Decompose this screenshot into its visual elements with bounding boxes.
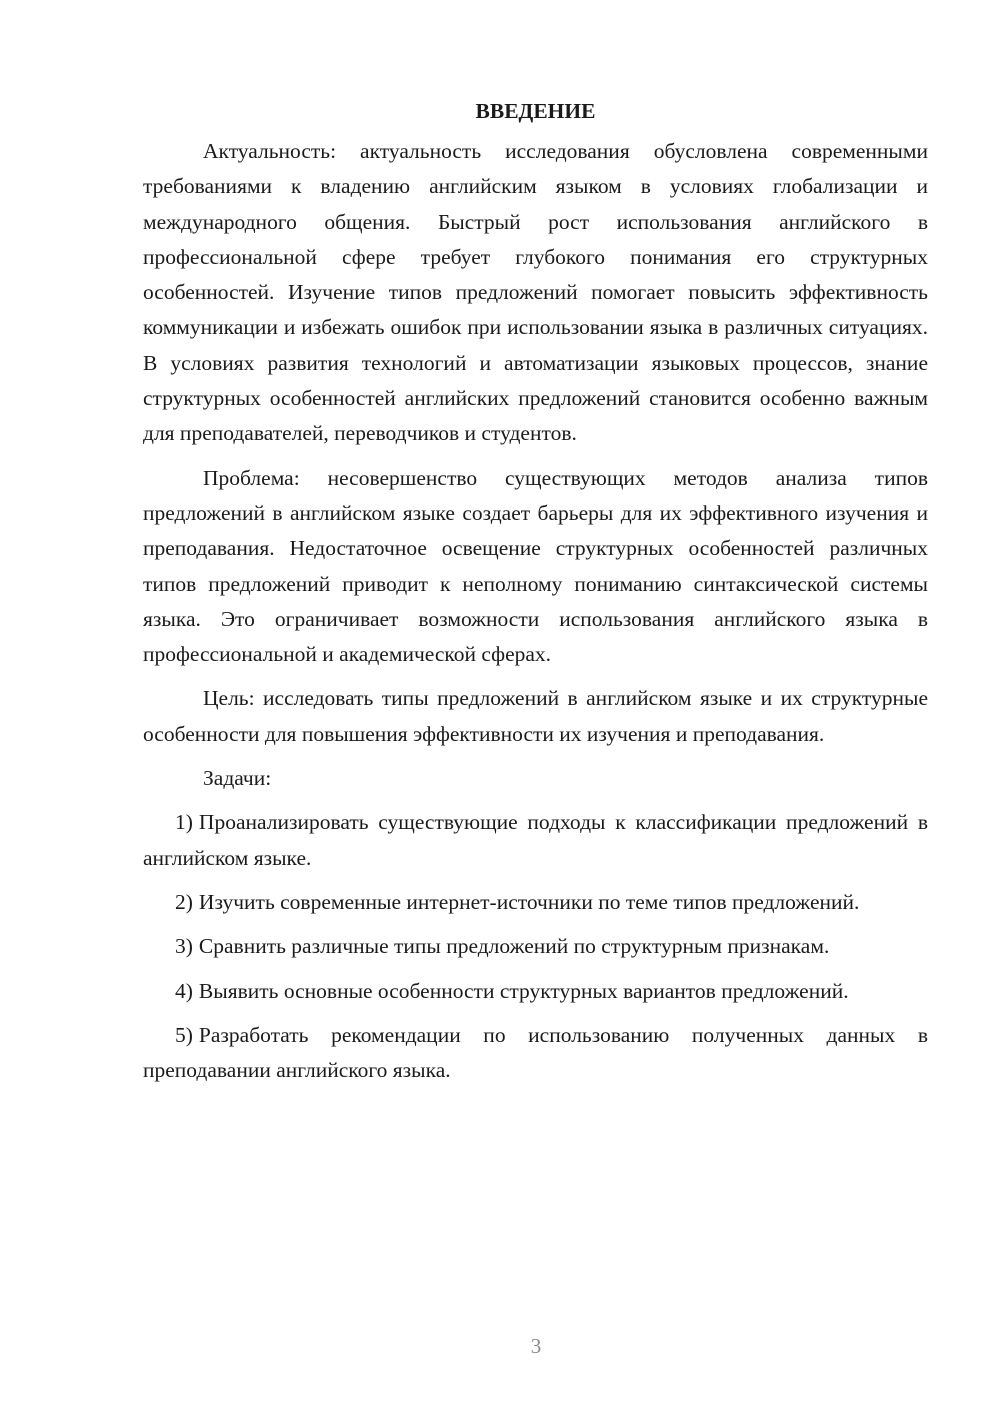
task-item	[143, 974, 928, 1009]
task-item	[143, 1018, 928, 1089]
task-text: Проанализировать существующие подходы к классификации предложений в английском языке.	[143, 810, 928, 870]
document-page	[143, 96, 928, 1097]
task-item	[143, 885, 928, 920]
task-number: 3)	[175, 934, 193, 959]
section-title: ВВЕДЕНИЕ	[475, 99, 596, 123]
task-item	[143, 805, 928, 876]
task-number: 2)	[175, 889, 193, 914]
task-text: Выявить основные особенности структурных вариантов предложений.	[198, 978, 849, 1003]
task-item	[143, 929, 928, 964]
task-text: Сравнить различные типы предложений по структурным признакам.	[198, 934, 830, 959]
task-number: 4)	[175, 978, 193, 1003]
task-text: Разработать рекомендации по использованию полученных данных в преподавании английского языка.	[143, 1022, 928, 1083]
task-number: 5)	[175, 1022, 193, 1047]
paragraph-problem: Проблема: несовершенство существующих методов анализа типов предложений в английском языке создает барьеры для их эффективного изучения и преподавания. Недостаточное освещение структурных особенностей различных типов предложений приводит к неполному пониманию синтаксической системы языка. Это ограничивает возможности использования английского языка в профессиональной и академической сферах.	[143, 465, 928, 667]
task-number: 1)	[175, 810, 193, 835]
page-number: 3	[530, 1334, 542, 1358]
paragraph-relevance: Актуальность: актуальность исследования обусловлена современными требованиями к владению английским языком в условиях глобализации и международного общения. Быстрый рост использования английского в профессиональной сфере требует глубокого понимания его структурных особенностей. Изучение типов предложений помогает повысить эффективность коммуникации и избежать ошибок при использовании языка в различных ситуациях. В условиях развития технологий и автоматизации языковых процессов, знание структурных особенностей английских предложений становится особенно важным для преподавателей, переводчиков и студентов.	[143, 139, 928, 446]
task-text: Изучить современные интернет-источники по теме типов предложений.	[198, 889, 860, 914]
paragraph-goal: Цель: исследовать типы предложений в английском языке и их структурные особенности для повышения эффективности их изучения и преподавания.	[143, 686, 928, 746]
tasks-heading: Задачи:	[203, 766, 272, 791]
